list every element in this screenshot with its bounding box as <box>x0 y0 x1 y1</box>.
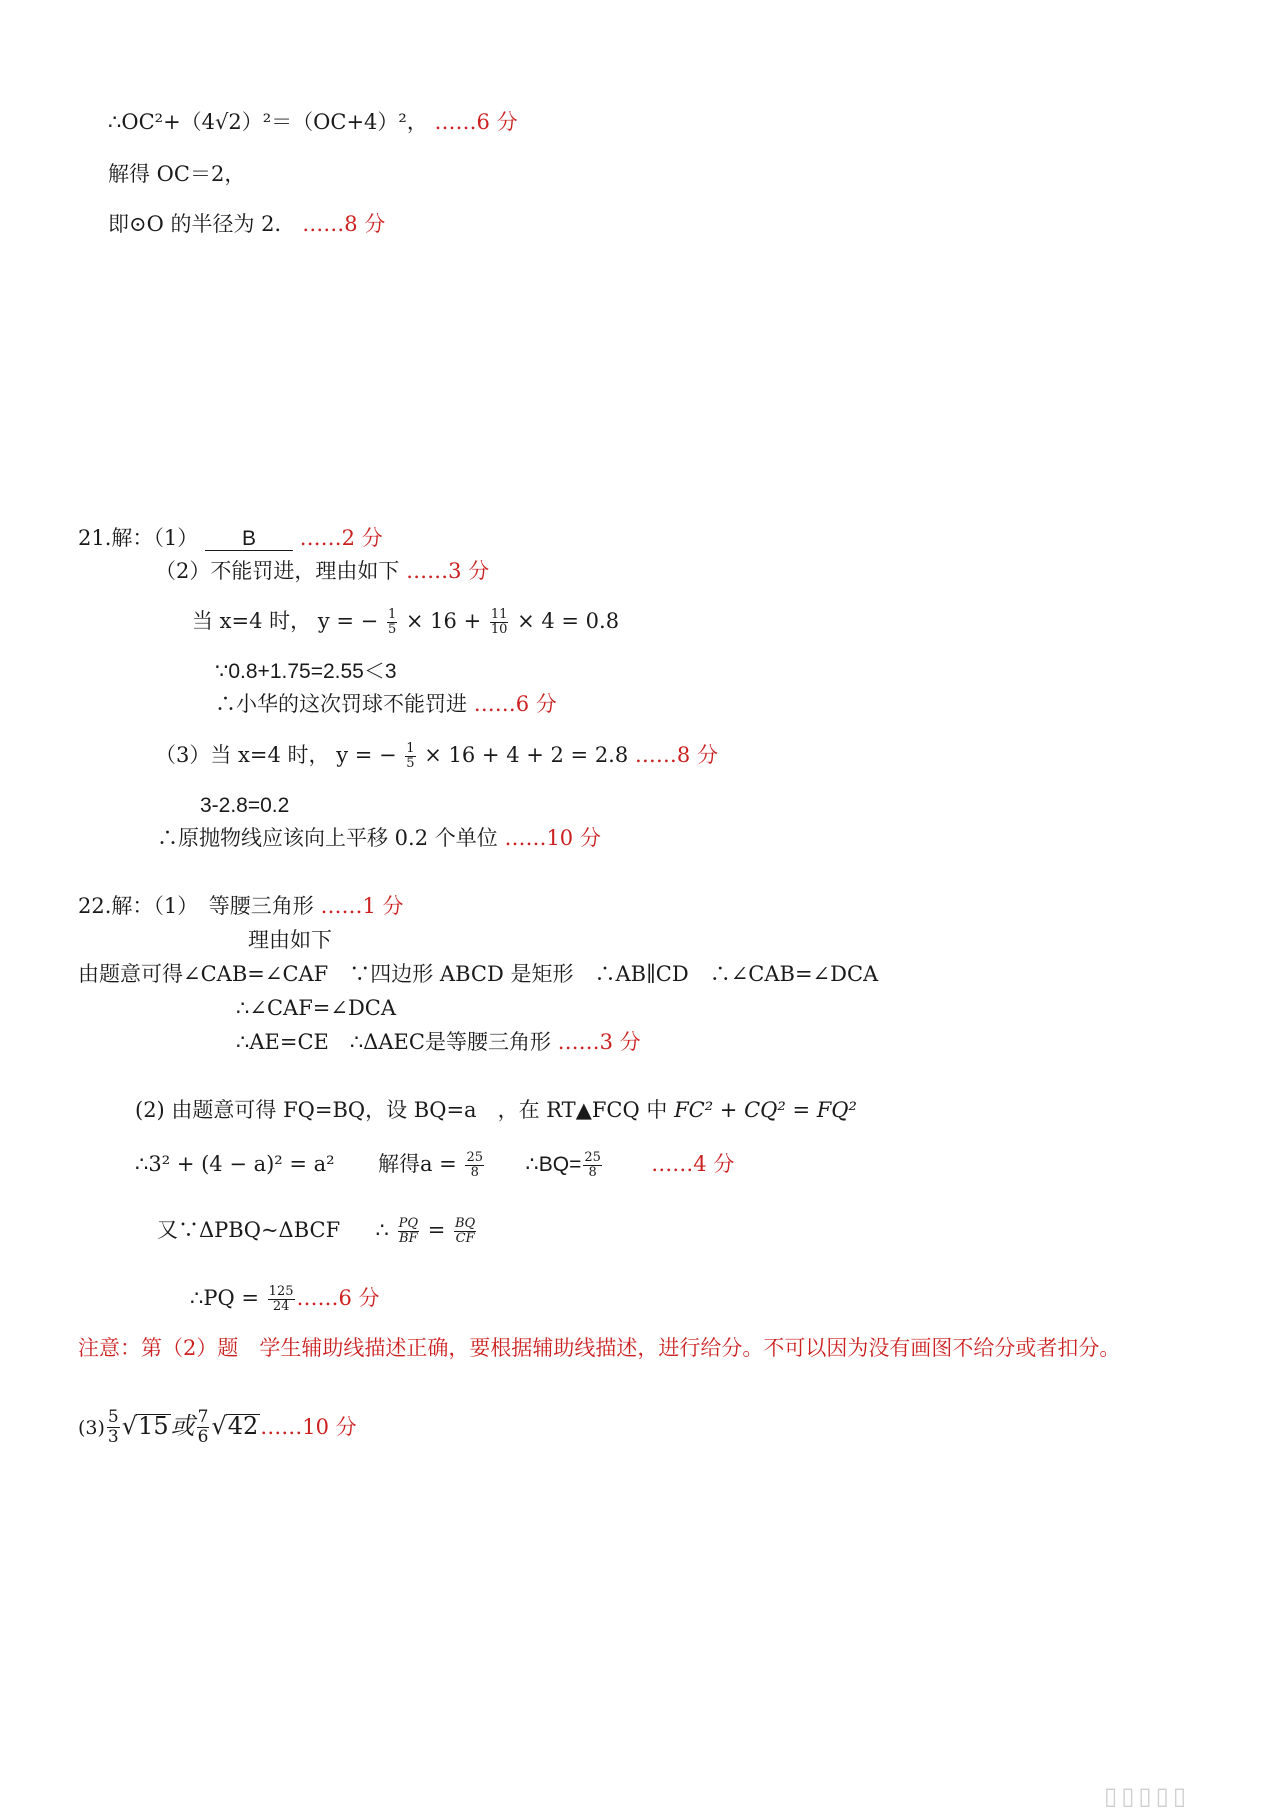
frac-den: 5 <box>406 756 415 771</box>
sqrt-symbol: √ <box>121 1412 138 1440</box>
radius-text: 即⊙O 的半径为 2． <box>108 212 296 236</box>
fraction-bq-cf <box>454 1217 476 1246</box>
q22-score-4: ……4 分 <box>651 1152 735 1176</box>
q21-part3-when: （3）当 x=4 时， <box>155 743 330 767</box>
fraction-5-3 <box>107 1408 120 1447</box>
q21-conclusion <box>157 824 601 852</box>
fraction-7-6 <box>197 1408 210 1447</box>
q21-calc-c: × 4 = 0.8 <box>517 609 620 633</box>
q21-part3 <box>155 738 718 772</box>
q22-line1: 由题意可得∠CAB=∠CAF ∵四边形 ABCD 是矩形 ∴AB∥CD ∴∠CAB=∠DCA <box>78 962 879 986</box>
q22-part3 <box>78 1402 357 1452</box>
q22-score-10: ……10 分 <box>260 1415 357 1439</box>
score-6: ……6 分 <box>434 110 518 134</box>
grading-note: 注意：第（2）题 学生辅助线描述正确，要根据辅助线描述，进行给分。不可以因为没有画图不给分或者扣分。 <box>78 1336 1121 1360</box>
q22-reason: 理由如下 <box>248 928 332 952</box>
q22-or: 或 <box>170 1412 195 1440</box>
q21-therefore-text: ∴小华的这次罚球不能罚进 <box>215 692 467 716</box>
frac-den: 5 <box>387 622 397 637</box>
q21-answer-blank: B <box>205 528 293 551</box>
frac-den: 24 <box>272 1299 290 1314</box>
q22-pq <box>190 1278 380 1318</box>
q22-part3-label: (3) <box>78 1417 105 1439</box>
q22-ratio-prefix: ∴ <box>375 1218 389 1242</box>
fraction-125-24 <box>268 1285 295 1314</box>
q22-pythagoras: FC² + CQ² = FQ² <box>674 1098 857 1122</box>
frac-den: BF <box>399 1231 418 1246</box>
frac-num: 125 <box>268 1284 294 1299</box>
q21-score-2: ……2 分 <box>299 526 383 550</box>
q22-eq-a: ∴3² + (4 − a)² = a² <box>135 1152 335 1176</box>
q22-equation <box>135 1144 734 1185</box>
fraction-25-8 <box>465 1151 484 1180</box>
score-8: ……8 分 <box>302 212 386 236</box>
frac-den: 10 <box>490 622 508 637</box>
fraction-one-fifth <box>387 608 397 637</box>
q22-line3 <box>236 1028 641 1056</box>
q22-similar <box>157 1210 478 1250</box>
q21-part1 <box>78 524 383 552</box>
equals-sign: = <box>427 1218 446 1242</box>
q21-head: 21.解：（1） <box>78 526 199 550</box>
q21-score-6: ……6 分 <box>473 692 557 716</box>
equation-oc-text: ∴OC²+（4√2）²＝（OC+4）²， <box>108 110 428 134</box>
q22-score-6: ……6 分 <box>296 1286 380 1310</box>
q22-similar-text: 又∵ΔPBQ~ΔBCF <box>157 1218 341 1242</box>
q22-line3-text: ∴AE=CE ∴ΔAEC是等腰三角形 <box>236 1030 551 1054</box>
radical-15: 15 <box>138 1412 169 1440</box>
q21-calc-b: × 16 + <box>405 609 482 633</box>
frac-num: 1 <box>387 607 397 622</box>
q21-score-3: ……3 分 <box>406 559 490 583</box>
q22-part1 <box>78 892 404 920</box>
fraction-pq-bf <box>398 1217 419 1246</box>
frac-den: CF <box>455 1231 475 1246</box>
q21-calc-a: y = − <box>317 609 379 633</box>
q21-part3-calc-a: y = − <box>336 743 397 767</box>
frac-den: 3 <box>107 1427 119 1447</box>
q22-head: 22.解：（1） 等腰三角形 <box>78 894 314 918</box>
q22-line2: ∴∠CAF=∠DCA <box>236 996 397 1020</box>
q21-score-10: ……10 分 <box>504 826 601 850</box>
q21-when: 当 x=4 时， <box>192 609 312 633</box>
q21-because: ∵0.8+1.75=2.55＜3 <box>215 660 397 683</box>
q21-part3-calc-b: × 16 + 4 + 2 = 2.8 <box>424 743 629 767</box>
fraction-eleven-tenths <box>490 608 509 637</box>
q22-score-3: ……3 分 <box>557 1030 641 1054</box>
q22-bq: ∴BQ= <box>525 1153 582 1176</box>
q22-solve-a: 解得a = <box>377 1152 457 1176</box>
sqrt-symbol: √ <box>211 1412 227 1440</box>
q22-score-1: ……1 分 <box>320 894 404 918</box>
q21-conclusion-text: ∴原抛物线应该向上平移 0.2 个单位 <box>157 826 498 850</box>
q21-therefore <box>215 690 557 718</box>
q22-part2-text: (2) 由题意可得 FQ=BQ，设 BQ=a ，在 RT▲FCQ 中 <box>135 1098 668 1122</box>
q22-pq-prefix: ∴PQ = <box>190 1286 259 1310</box>
frac-den: 8 <box>588 1165 597 1180</box>
frac-num: 11 <box>490 607 508 622</box>
frac-den: 6 <box>197 1427 209 1447</box>
equation-oc <box>108 108 518 136</box>
fraction-25-8-b <box>583 1151 602 1180</box>
q21-part2 <box>155 557 489 585</box>
frac-num: PQ <box>398 1216 419 1231</box>
radius-line <box>108 210 385 238</box>
q21-part2-text: （2）不能罚进，理由如下 <box>155 559 400 583</box>
frac-num: 25 <box>466 1150 484 1165</box>
radical-42: 42 <box>227 1412 259 1440</box>
frac-num: 25 <box>584 1150 601 1165</box>
solve-oc: 解得 OC＝2， <box>108 162 246 186</box>
q21-calc <box>192 604 619 638</box>
frac-num: 1 <box>406 741 415 756</box>
q21-diff: 3-2.8=0.2 <box>200 794 290 817</box>
frac-num: 5 <box>107 1407 119 1427</box>
q22-part2 <box>135 1096 857 1124</box>
corner-watermark: ▯▯▯▯▯ <box>1104 1782 1191 1810</box>
fraction-one-fifth-b <box>405 742 415 771</box>
frac-num: BQ <box>455 1216 476 1231</box>
frac-den: 8 <box>470 1165 479 1180</box>
q21-score-8: ……8 分 <box>634 743 718 767</box>
frac-num: 7 <box>197 1407 209 1427</box>
